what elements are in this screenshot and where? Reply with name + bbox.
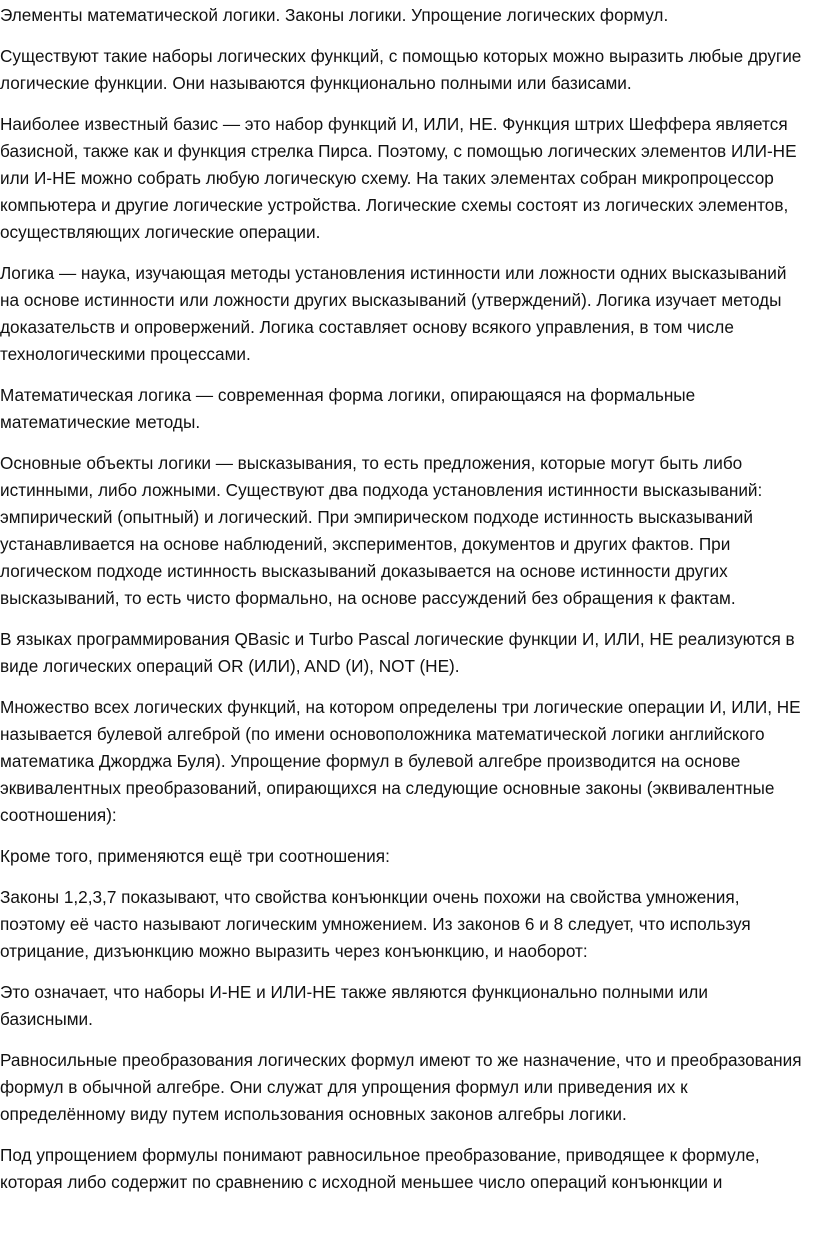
paragraph-laws-conjunction: Законы 1,2,3,7 показывают, что свойства конъюнкции очень похожи на свойства умножения, поэтому её часто называют логическим умножением. Из законов 6 и 8 следует, что используя отрицание, дизъюнкцию можно выразить через конъюнкцию, и наоборот:	[0, 887, 751, 961]
paragraph-extra-relations: Кроме того, применяются ещё три соотношения:	[0, 846, 390, 866]
paragraph-equivalent-transformations: Равносильные преобразования логических формул имеют то же назначение, что и преобразования формул в обычной алгебре. Они служат для упрощения формул или приведения их к определённому виду путем использования основных законов алгебры логики.	[0, 1050, 802, 1124]
paragraph-basis-definition: Существуют такие наборы логических функций, с помощью которых можно выразить любые другие логические функции. Они называются функционально полными или базисами.	[0, 46, 802, 93]
paragraph-statements: Основные объекты логики — высказывания, то есть предложения, которые могут быть либо истинными, либо ложными. Существуют два подхода установления истинности высказываний: эмпирический (опытный) и логический. При эмпирическом подходе истинность высказываний устанавливается на основе наблюдений, экспериментов, документов и других фактов. При логическом подходе истинность высказываний доказывается на основе истинности других высказываний, то есть чисто формально, на основе рассуждений без обращения к фактам.	[0, 453, 763, 608]
document-title: Элементы математической логики. Законы логики. Упрощение логических формул.	[0, 5, 669, 25]
paragraph-known-basis: Наиболее известный базис — это набор функций И, ИЛИ, НЕ. Функция штрих Шеффера является базисной, также как и функция стрелка Пирса. Поэтому, с помощью логических элементов ИЛИ-НЕ или И-НЕ можно собрать любую логическую схему. На таких элементах собран микропроцессор компьютера и другие логические устройства. Логические схемы состоят из логических элементов, осуществляющих логические операции.	[0, 114, 797, 242]
paragraph-programming-languages: В языках программирования QBasic и Turbo Pascal логические функции И, ИЛИ, НЕ реализуются в виде логических операций OR (ИЛИ), AND (И), NOT (НЕ).	[0, 629, 795, 676]
paragraph-logic-definition: Логика — наука, изучающая методы установления истинности или ложности одних высказываний на основе истинности или ложности других высказываний (утверждений). Логика изучает методы доказательств и опровержений. Логика составляет основу всякого управления, в том числе технологическими процессами.	[0, 263, 787, 364]
paragraph-simplification: Под упрощением формулы понимают равносильное преобразование, приводящее к формуле, которая либо содержит по сравнению с исходной меньшее число операций конъюнкции и	[0, 1145, 760, 1192]
paragraph-mathematical-logic: Математическая логика — современная форма логики, опирающаяся на формальные математические методы.	[0, 385, 696, 432]
paragraph-boolean-algebra: Множество всех логических функций, на котором определены три логические операции И, ИЛИ, НЕ называется булевой алгеброй (по имени основоположника математической логики английского математика Джорджа Буля). Упрощение формул в булевой алгебре производится на основе эквивалентных преобразований, опирающихся на следующие основные законы (эквивалентные соотношения):	[0, 697, 801, 825]
paragraph-functionally-complete: Это означает, что наборы И-НЕ и ИЛИ-НЕ также являются функционально полными или базисными.	[0, 982, 708, 1029]
